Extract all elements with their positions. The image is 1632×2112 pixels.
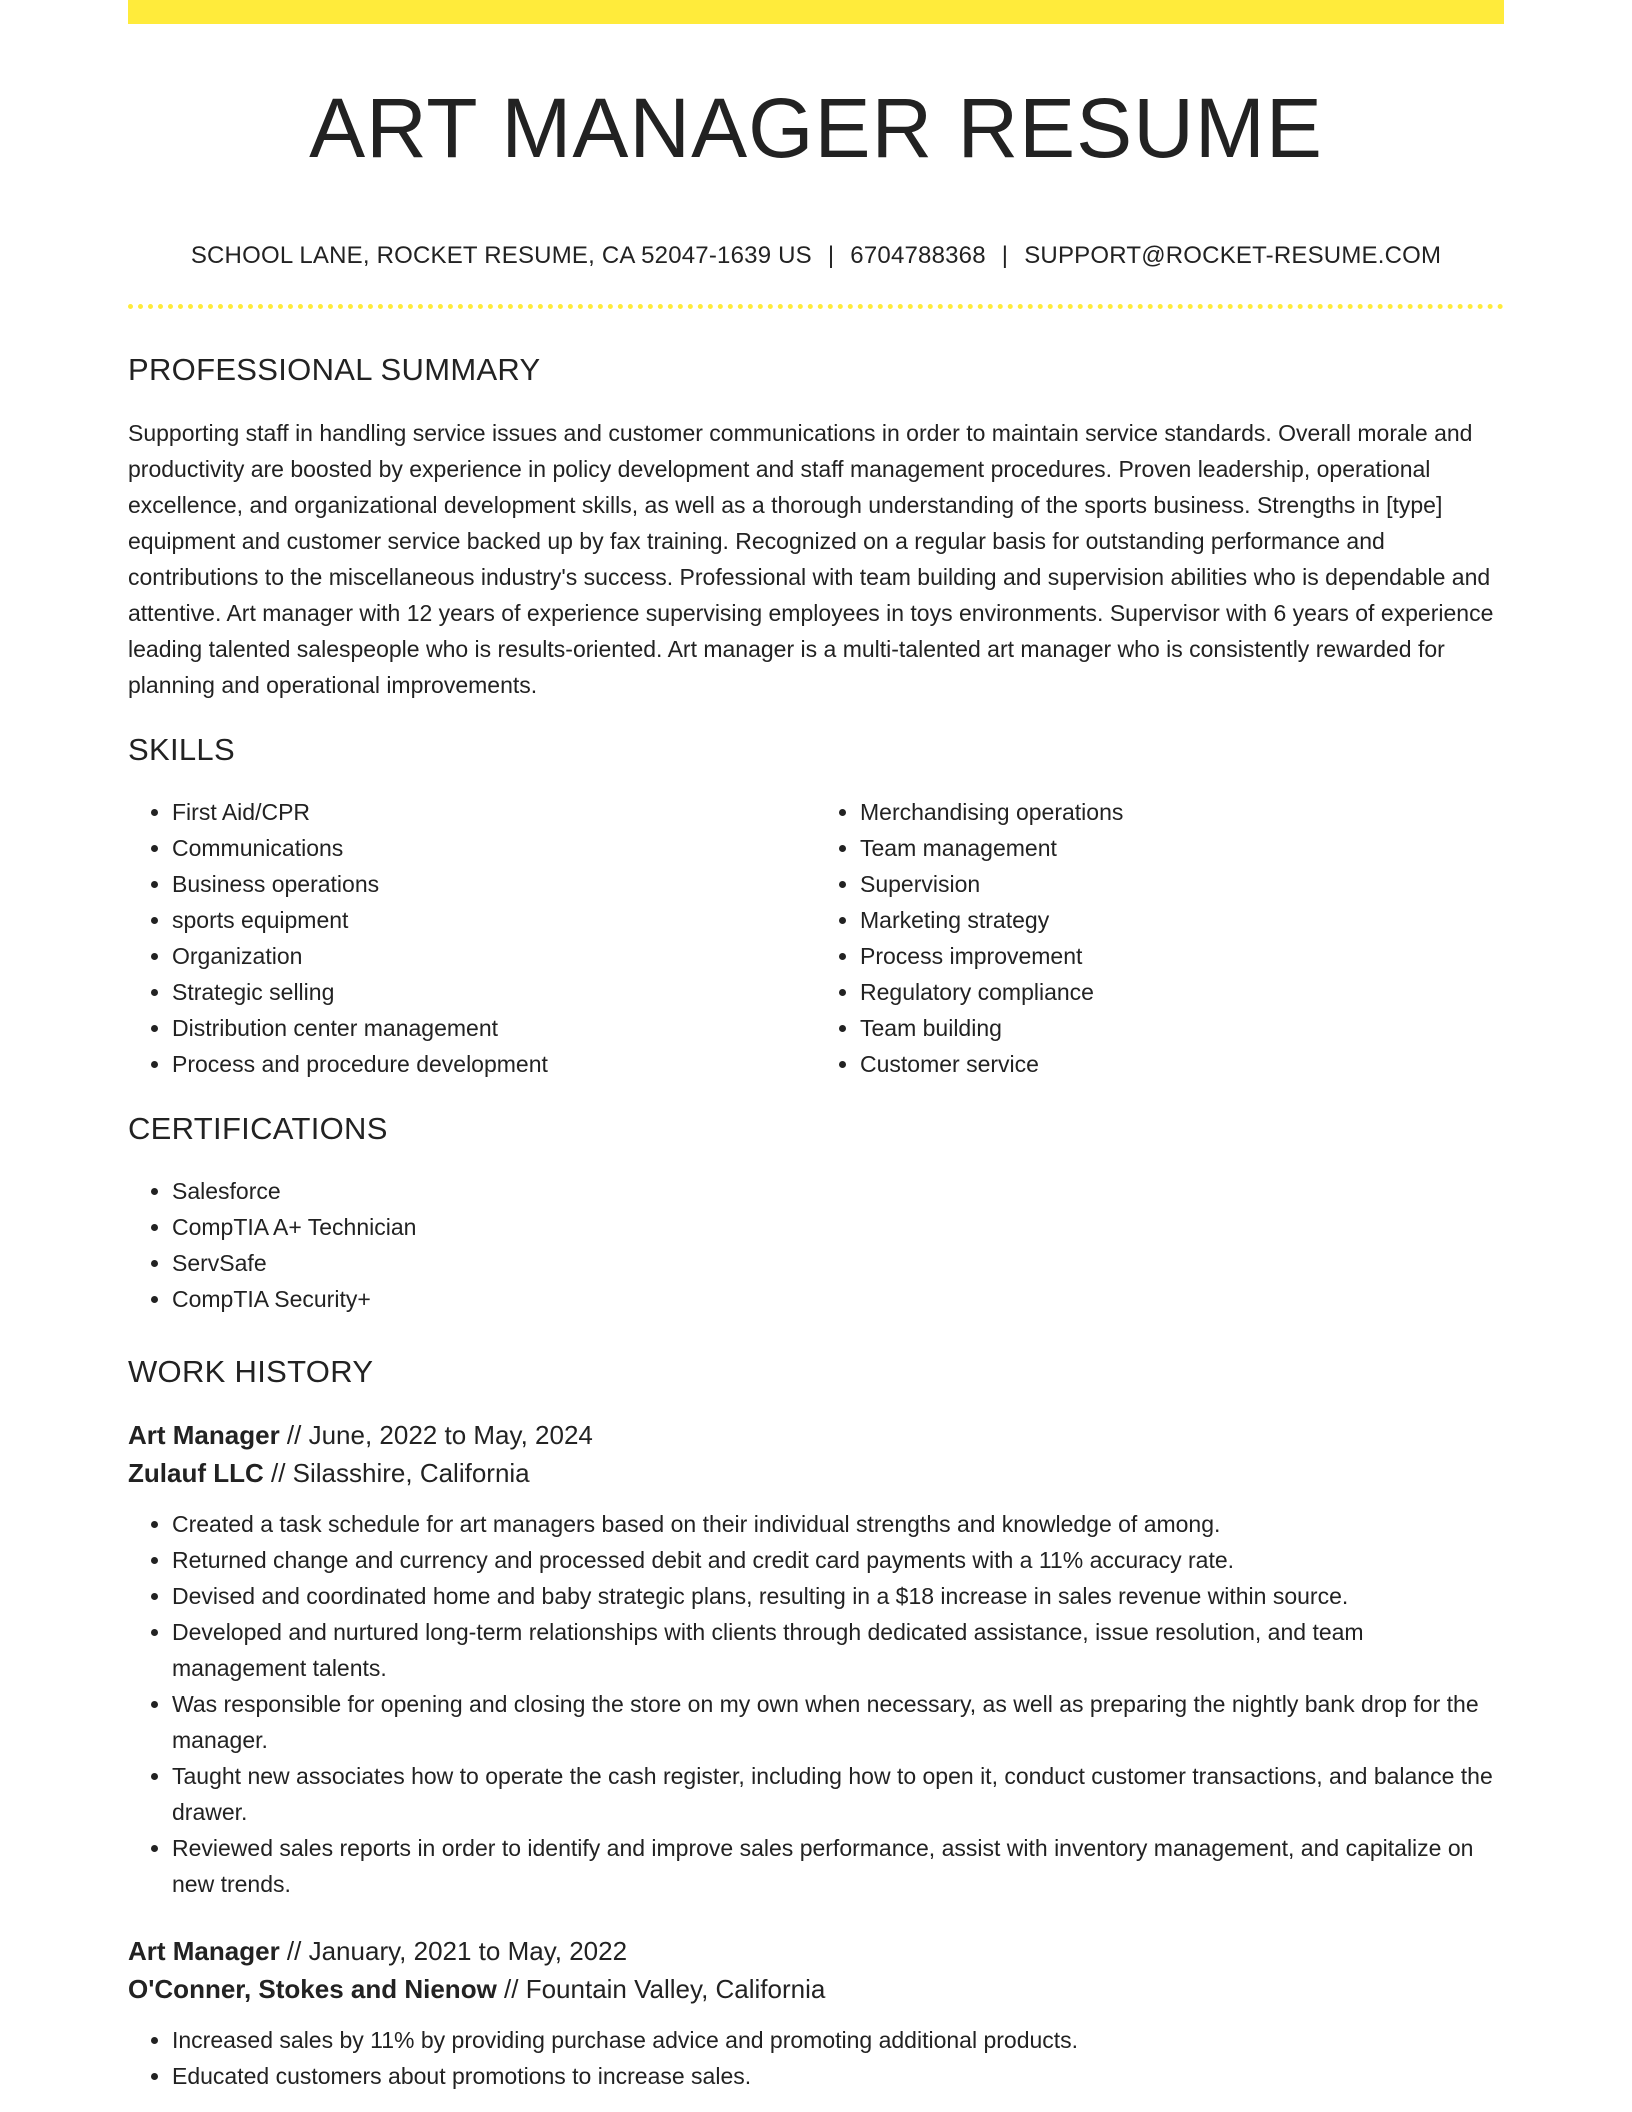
skill-item: • Customer service <box>860 1046 1504 1082</box>
skill-item: • Merchandising operations <box>860 794 1504 830</box>
job-company-line <box>128 1454 1504 1492</box>
job-bullets <box>128 1506 1504 1902</box>
job-entry <box>128 1416 1504 1902</box>
skill-item: • Regulatory compliance <box>860 974 1504 1010</box>
skill-item: • Team management <box>860 830 1504 866</box>
job-bullet: • Devised and coordinated home and baby strategic plans, resulting in a $18 increase in sales revenue within source. <box>172 1578 1504 1614</box>
skills-columns <box>128 794 1504 1082</box>
job-bullet: • Returned change and currency and processed debit and credit card payments with a 11% accuracy rate. <box>172 1542 1504 1578</box>
skill-item: • Business operations <box>172 866 816 902</box>
skill-item: • Distribution center management <box>172 1010 816 1046</box>
contact-separator: | <box>827 242 835 270</box>
contact-address: SCHOOL LANE, ROCKET RESUME, CA 52047-1639 US <box>190 242 812 270</box>
contact-email: SUPPORT@ROCKET-RESUME.COM <box>1024 242 1442 270</box>
section-divider <box>128 304 1504 309</box>
job-bullet: • Educated customers about promotions to increase sales. <box>172 2058 1504 2094</box>
skills-heading: SKILLS <box>128 731 235 767</box>
skill-item: • First Aid/CPR <box>172 794 816 830</box>
job-bullet: • Was responsible for opening and closing the store on my own when necessary, as well as preparing the nightly bank drop for the manager. <box>172 1686 1504 1758</box>
job-bullet: • Taught new associates how to operate the cash register, including how to open it, conduct customer transactions, and balance the drawer. <box>172 1758 1504 1830</box>
job-role-line <box>128 1416 1504 1454</box>
job-bullets <box>128 2022 1504 2094</box>
summary-text: Supporting staff in handling service issues and customer communications in order to maintain service standards. Overall morale and productivity are boosted by experience in policy development and staff management procedures. Proven leadership, operational excellence, and organizational development skills, as well as a thorough understanding of the sports business. Strengths in [type] equipment and customer service backed up by fax training. Recognized on a regular basis for outstanding performance and contributions to the miscellaneous industry's success. Professional with team building and supervision abilities who is dependable and attentive. Art manager with 12 years of experience supervising employees in toys environments. Supervisor with 6 years of experience leading talented salespeople who is results-oriented. Art manager is a multi-talented art manager who is consistently rewarded for planning and operational improvements. <box>128 419 1494 698</box>
job-location: // Silasshire, California <box>263 1458 530 1489</box>
job-dates: // January, 2021 to May, 2022 <box>279 1936 628 1967</box>
resume-page <box>128 0 1504 2094</box>
certifications-heading: CERTIFICATIONS <box>128 1110 388 1146</box>
job-role: Art Manager <box>128 1936 280 1967</box>
certification-item: • ServSafe <box>172 1245 1504 1281</box>
job-bullet: • Increased sales by 11% by providing purchase advice and promoting additional products. <box>172 2022 1504 2058</box>
work-history-heading: WORK HISTORY <box>128 1353 374 1389</box>
job-dates: // June, 2022 to May, 2024 <box>279 1420 593 1451</box>
job-role-line <box>128 1932 1504 1970</box>
certification-item: • Salesforce <box>172 1173 1504 1209</box>
skill-item: • Organization <box>172 938 816 974</box>
summary-heading: PROFESSIONAL SUMMARY <box>128 352 541 388</box>
contact-phone: 6704788368 <box>850 242 986 270</box>
contact-separator: | <box>1001 242 1009 270</box>
job-bullet: • Reviewed sales reports in order to identify and improve sales performance, assist with inventory management, and capitalize on new trends. <box>172 1830 1504 1902</box>
skill-item: • Communications <box>172 830 816 866</box>
certifications-list <box>128 1173 1504 1317</box>
resume-title: ART MANAGER RESUME <box>309 81 1323 175</box>
skill-item: • Supervision <box>860 866 1504 902</box>
certification-item: • CompTIA A+ Technician <box>172 1209 1504 1245</box>
skill-item: • Process improvement <box>860 938 1504 974</box>
job-entry <box>128 1932 1504 2094</box>
certification-item: • CompTIA Security+ <box>172 1281 1504 1317</box>
skill-item: • Team building <box>860 1010 1504 1046</box>
job-role: Art Manager <box>128 1420 280 1451</box>
skill-item: • Process and procedure development <box>172 1046 816 1082</box>
top-accent-bar <box>128 0 1504 24</box>
skills-left-list <box>128 794 816 1082</box>
skill-item: • Strategic selling <box>172 974 816 1010</box>
job-bullet: • Created a task schedule for art managers based on their individual strengths and knowledge of among. <box>172 1506 1504 1542</box>
skills-right-list <box>816 794 1504 1082</box>
skill-item: • Marketing strategy <box>860 902 1504 938</box>
job-bullet: • Developed and nurtured long-term relationships with clients through dedicated assistance, issue resolution, and team management talents. <box>172 1614 1504 1686</box>
job-company: Zulauf LLC <box>128 1458 264 1489</box>
contact-line <box>128 242 1504 270</box>
job-company-line <box>128 1970 1504 2008</box>
job-location: // Fountain Valley, California <box>496 1974 826 2005</box>
job-company: O'Conner, Stokes and Nienow <box>128 1974 497 2005</box>
skill-item: • sports equipment <box>172 902 816 938</box>
